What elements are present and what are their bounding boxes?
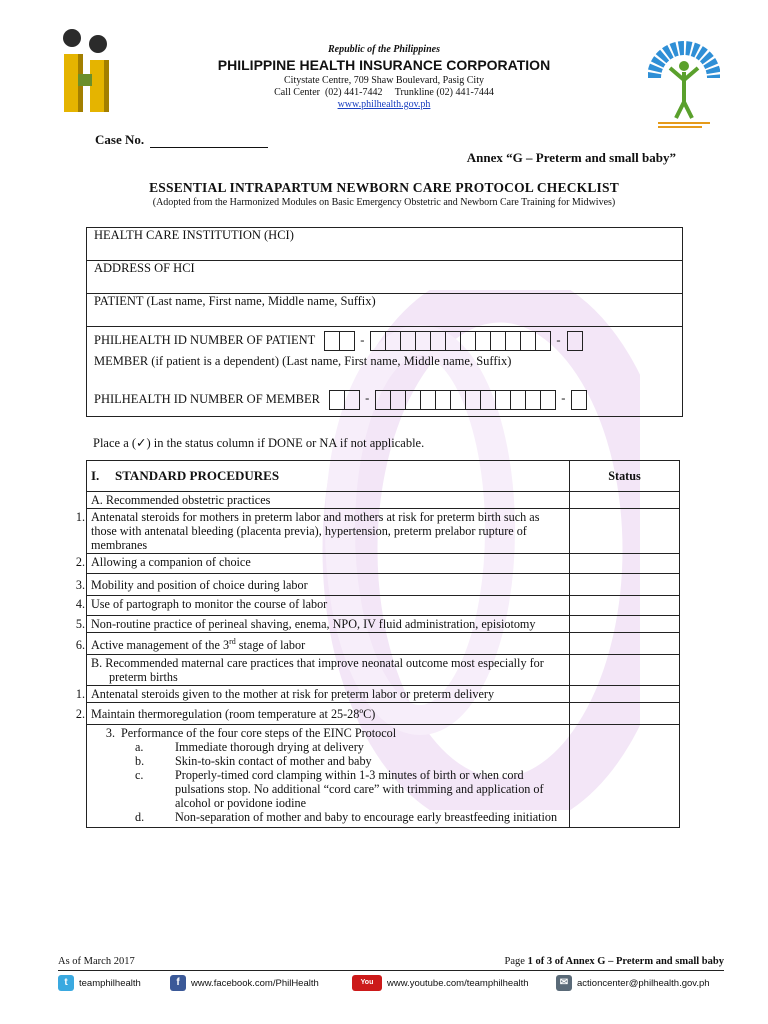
procedure-b1: 1. Antenatal steroids given to the mother at risk for preterm labor or preterm delivery xyxy=(87,686,570,703)
footer-divider xyxy=(58,970,724,971)
status-cell[interactable] xyxy=(570,686,680,703)
status-cell[interactable] xyxy=(570,655,680,686)
status-cell[interactable] xyxy=(570,703,680,725)
case-number-field[interactable] xyxy=(150,134,268,148)
patient-id-label: PHILHEALTH ID NUMBER OF PATIENT xyxy=(94,332,316,347)
header-website-row xyxy=(0,99,768,110)
case-number-label: Case No. xyxy=(95,132,145,147)
section-header xyxy=(87,461,570,492)
email-icon: ✉ xyxy=(556,975,572,991)
procedure-b2: 2. Maintain thermoregulation (room temperature at 25-28ºC) xyxy=(87,703,570,725)
footer-email[interactable]: ✉ actioncenter@philhealth.gov.ph xyxy=(556,975,710,991)
procedure-a5: 5. Non-routine practice of perineal shaving, enema, NPO, IV fluid administration, episiotomy xyxy=(87,616,570,633)
procedure-a4: 4. Use of partograph to monitor the course of labor xyxy=(87,596,570,616)
status-cell[interactable] xyxy=(570,492,680,509)
twitter-icon: t xyxy=(58,975,74,991)
status-header: Status xyxy=(570,461,680,492)
status-cell[interactable] xyxy=(570,509,680,554)
annex-label: Annex “G – Preterm and small baby” xyxy=(466,150,676,165)
hci-field[interactable]: HEALTH CARE INSTITUTION (HCI) xyxy=(87,228,683,261)
subsection-b-title: B. Recommended maternal care practices that improve neonatal outcome most especially for preterm births xyxy=(87,655,570,686)
status-cell[interactable] xyxy=(570,616,680,633)
procedure-b3a: a. Immediate thorough drying at delivery xyxy=(135,740,364,754)
procedure-a6: 6. Active management of the 3rd stage of labor xyxy=(87,633,570,655)
status-cell[interactable] xyxy=(570,554,680,574)
footer-facebook[interactable]: f www.facebook.com/PhilHealth xyxy=(170,975,319,991)
subsection-a-title: A. Recommended obstetric practices xyxy=(87,492,570,509)
status-cell[interactable] xyxy=(570,596,680,616)
hci-address-field[interactable]: ADDRESS OF HCI xyxy=(87,261,683,294)
patient-name-field[interactable]: PATIENT (Last name, First name, Middle name, Suffix) xyxy=(87,294,683,327)
member-id-dash: - xyxy=(365,391,370,406)
header-org-name: PHILIPPINE HEALTH INSURANCE CORPORATION xyxy=(217,57,551,73)
document-title: ESSENTIAL INTRAPARTUM NEWBORN CARE PROTOCOL CHECKLIST xyxy=(149,180,619,195)
procedures-table xyxy=(75,460,680,828)
header-address: Citystate Centre, 709 Shaw Boulevard, Pasig City xyxy=(284,75,484,86)
procedure-b3d: d. Non-separation of mother and baby to encourage early breastfeeding initiation xyxy=(135,810,558,824)
member-id-boxes-2[interactable] xyxy=(375,390,555,410)
procedure-a2: 2. Allowing a companion of choice xyxy=(87,554,570,574)
footer-twitter[interactable]: t teamphilhealth xyxy=(58,975,141,991)
patient-id-dash: - xyxy=(360,332,365,347)
member-id-dash-2: - xyxy=(561,391,566,406)
patient-id-boxes-2[interactable] xyxy=(370,331,550,351)
patient-id-row xyxy=(87,327,683,354)
footer-youtube[interactable]: You Tube www.youtube.com/teamphilhealth xyxy=(352,975,529,991)
status-cell[interactable] xyxy=(570,574,680,596)
document-subtitle: (Adopted from the Harmonized Modules on Basic Emergency Obstetric and Newborn Care Training for Midwives) xyxy=(152,197,616,208)
header-republic: Republic of the Philippines xyxy=(328,44,440,55)
case-number xyxy=(95,132,268,148)
section-title: STANDARD PROCEDURES xyxy=(115,468,280,483)
status-cell[interactable] xyxy=(570,633,680,655)
patient-info-table xyxy=(86,227,683,417)
member-id-label: PHILHEALTH ID NUMBER OF MEMBER xyxy=(94,391,320,406)
procedure-b3c: c. Properly-timed cord clamping within 1-3 minutes of birth or when cord pulsations stop. No additional “cord care” with trimming and application of alcohol or povidone iodine xyxy=(135,768,544,810)
member-id-row xyxy=(87,386,683,417)
patient-id-boxes-1[interactable] xyxy=(324,331,354,351)
status-cell[interactable] xyxy=(570,725,680,828)
footer-page: Page 1 of 3 of Annex G – Preterm and small baby xyxy=(504,956,724,967)
youtube-icon: You Tube xyxy=(352,975,382,991)
procedure-b3: 3. Performance of the four core steps of the EINC Protocol a. Immediate thorough drying at delivery b. Skin-to-skin contact of mother and baby c. Properly-timed cord clamping within 1-3 minutes of birth or when cord pulsations stop. No additional “cord care” with trimming and application of alcohol or povidone iodine d. Non-separation of mother and baby to encourage early breastfeeding initiation xyxy=(87,725,570,828)
procedure-a1: 1. Antenatal steroids for mothers in preterm labor and mothers at risk for preterm birth such as those with antenatal bleeding (placenta previa), hypertension, preterm prelabor rupture of membranes xyxy=(87,509,570,554)
member-name-field[interactable]: MEMBER (if patient is a dependent) (Last name, First name, Middle name, Suffix) xyxy=(87,354,683,386)
procedure-b3b: b. Skin-to-skin contact of mother and baby xyxy=(135,754,372,768)
procedure-a3: 3. Mobility and position of choice during labor xyxy=(87,574,570,596)
patient-id-boxes-3[interactable] xyxy=(567,331,582,351)
patient-id-dash-2: - xyxy=(556,332,561,347)
header-website-link[interactable]: www.philhealth.gov.ph xyxy=(337,99,431,110)
section-number: I. xyxy=(91,468,100,483)
footer-date: As of March 2017 xyxy=(58,956,135,967)
member-id-boxes-1[interactable] xyxy=(329,390,359,410)
member-id-boxes-3[interactable] xyxy=(571,390,586,410)
header-contact: Call Center (02) 441-7442 Trunkline (02) 441-7444 xyxy=(274,87,494,98)
status-instruction: Place a (✓) in the status column if DONE or NA if not applicable. xyxy=(93,436,425,450)
facebook-icon: f xyxy=(170,975,186,991)
